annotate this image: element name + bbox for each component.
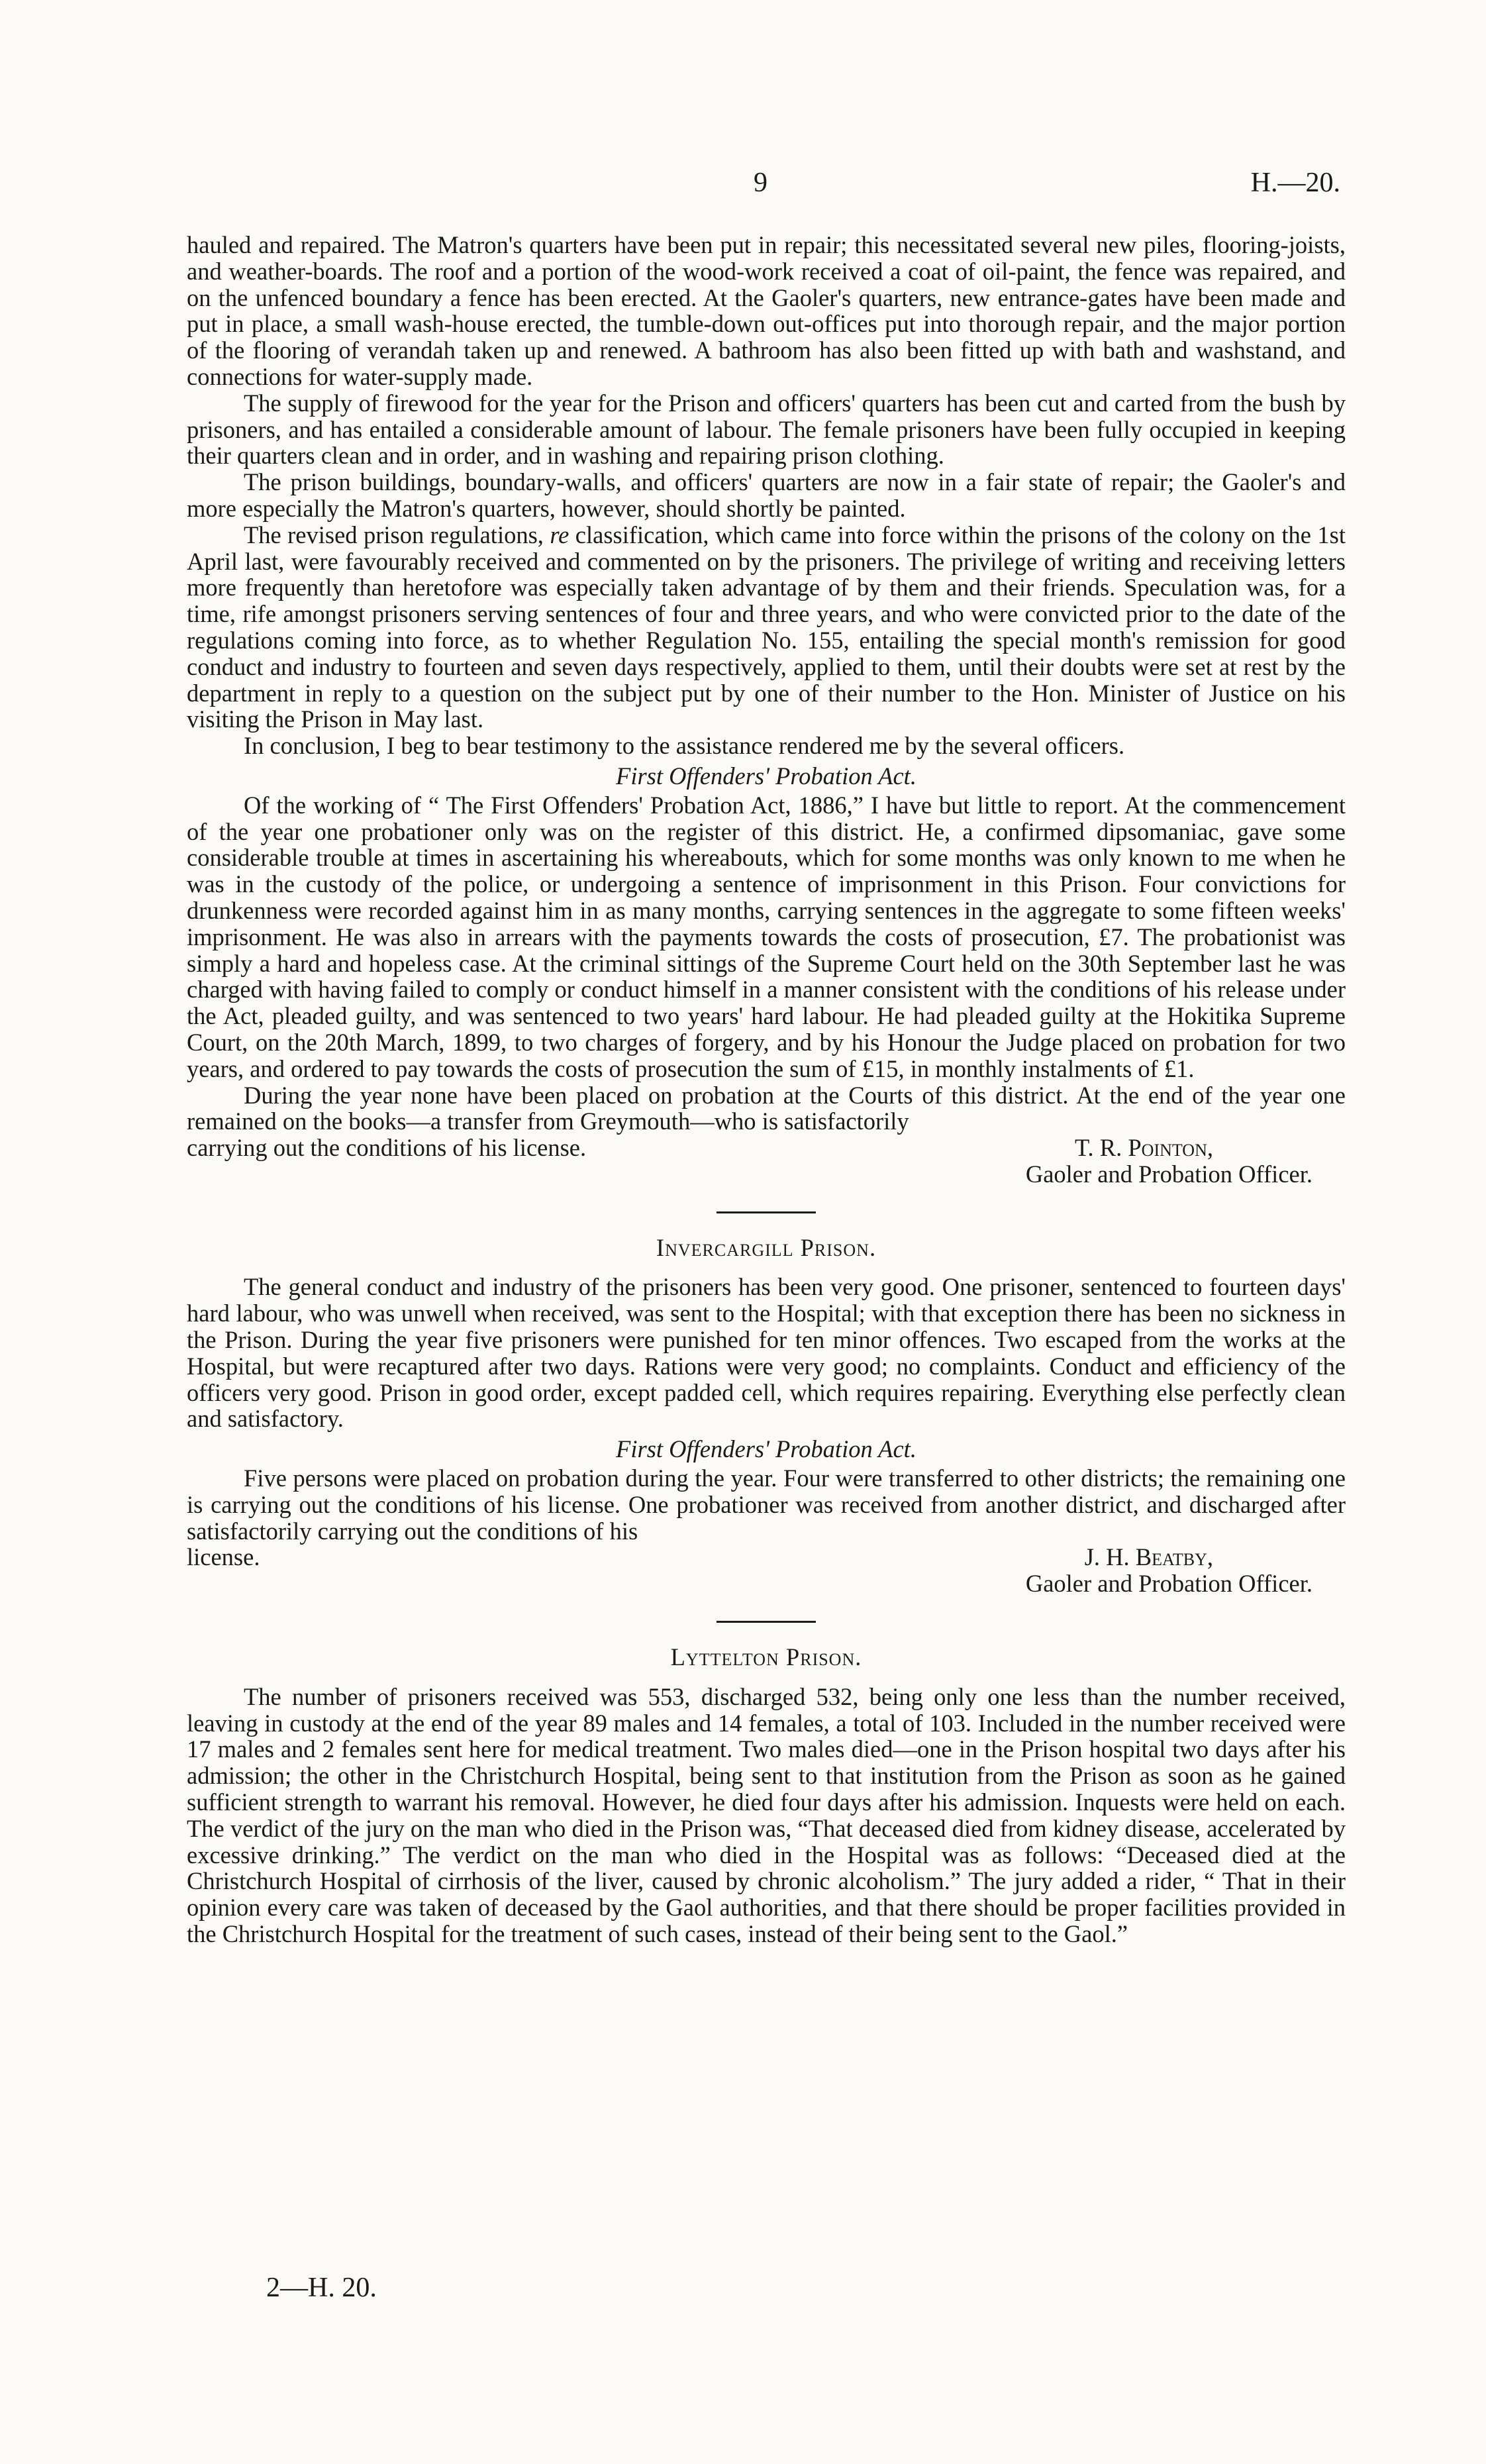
conclusion-paragraph: In conclusion, I beg to bear testimony to the assistance rendered me by the several officers. [244, 732, 1125, 760]
paragraph: Five persons were placed on probation during the year. Four were transferred to other districts; the remaining one is carrying out the conditions of his license. One probationer was received from another district, and discharged after satisfactorily carrying out the conditions of his [187, 1464, 1346, 1545]
regulations-paragraph [187, 522, 1346, 733]
section-divider [717, 1211, 816, 1213]
page-body [187, 232, 1346, 1947]
italic-re: re [550, 521, 570, 548]
paragraph: The supply of firewood for the year for the Prison and officers' quarters has been cut and carted from the bush by prisoners, and has entailed a considerable amount of labour. The female prisoners have been fully occupied in keeping their quarters clean and in order, and in washing and repairing prison clothing. [187, 389, 1346, 470]
signature-name: J. H. Beatby, [1084, 1543, 1213, 1571]
paragraph: The general conduct and industry of the prisoners has been very good. One prisoner, sentenced to fourteen days' hard labour, who was unwell when received, was sent to the Hospital; with that exception there has been no sickness in the Prison. During the year five prisoners were punished for ten minor offences. Two escaped from the works at the Hospital, but were recaptured after two days. Rations were very good; no complaints. Conduct and efficiency of the officers very good. Prison in good order, except padded cell, which requires repairing. Everything else perfectly clean and satisfactory. [187, 1273, 1346, 1433]
section-heading: Lyttelton Prison. [670, 1643, 862, 1671]
signature-title: Gaoler and Probation Officer. [1025, 1570, 1313, 1598]
subsection-heading: First Offenders' Probation Act. [616, 762, 916, 790]
page-header [0, 167, 1486, 207]
subsection-heading: First Offenders' Probation Act. [616, 1435, 916, 1463]
signature-line [187, 1544, 1346, 1570]
paragraph: hauled and repaired. The Matron's quarters have been put in repair; this necessitated several new piles, flooring-joists, and weather-boards. The roof and a portion of the wood-work received a coat of oil-paint, the fence was repaired, and on the unfenced boundary a fence has been erected. At the Gaoler's quarters, new entrance-gates have been made and put in place, a small wash-house erected, the tumble-down out-offices put into thorough repair, and the major portion of the flooring of verandah taken up and renewed. A bathroom has also been fitted up with bath and washstand, and connections for water-supply made. [187, 231, 1346, 390]
paragraph: Of the working of “ The First Offenders' Probation Act, 1886,” I have but little to report. At the commencement of the year one probationer only was on the register of this district. He, a confirmed dipsomaniac, gave some considerable trouble at times in ascertaining his whereabouts, which for some months was only known to me when he was in the custody of the police, or undergoing a sentence of imprisonment in this Prison. Four convictions for drunkenness were recorded against him in as many months, carrying sentences in the aggregate to some fifteen weeks' imprisonment. He was also in arrears with the payments towards the costs of prosecution, £7. The probationist was simply a hard and hopeless case. At the criminal sittings of the Supreme Court held on the 30th September last he was charged with having failed to comply or conduct himself in a manner consistent with the conditions of his release under the Act, pleaded guilty, and was sentenced to two years' hard labour. He had pleaded guilty at the Hokitika Supreme Court, on the 20th March, 1899, to two charges of forgery, and by his Honour the Judge placed on probation for two years, and ordered to pay towards the costs of prosecution the sum of £15, in monthly instalments of £1. [187, 791, 1346, 1082]
signature-mark: 2—H. 20. [266, 2273, 377, 2303]
last-line: license. [187, 1543, 260, 1571]
paragraph: The prison buildings, boundary-walls, and officers' quarters are now in a fair state of repair; the Gaoler's and more especially the Matron's quarters, however, should shortly be painted. [187, 468, 1346, 522]
text-run: classification, which came into force within the prisons of the colony on the 1st April last, were favourably received and commented on by the prisoners. The privilege of writing and receiving letters more frequently than heretofore was especially taken advantage of by them and their friends. Speculation was, for a time, rife amongst prisoners serving sentences of four and three years, and who were convicted prior to the date of the regulations coming into force, as to whether Regulation No. 155, entailing the special month's remission for good conduct and industry to fourteen and seven days respectively, applied to them, until their doubts were set at rest by the department in reply to a question on the subject put by one of their number to the Hon. Minister of Justice on his visiting the Prison in May last. [187, 521, 1346, 733]
signature-line [187, 1135, 1346, 1161]
paragraph: The number of prisoners received was 553, discharged 532, being only one less than the number received, leaving in custody at the end of the year 89 males and 14 females, a total of 103. Included in the number received were 17 males and 2 females sent here for medical treatment. Two males died—one in the Prison hospital two days after his admission; the other in the Christchurch Hospital, being sent to that institution from the Prison as soon as he gained sufficient strength to warrant his removal. However, he died four days after his admission. Inquests were held on each. The verdict of the jury on the man who died in the Prison was, “That deceased died from kidney disease, accelerated by excessive drinking.” The verdict on the man who died in the Hospital was as follows: “Deceased died at the Christchurch Hospital of cirrhosis of the liver, caused by chronic alcoholism.” The jury added a rider, “ That in their opinion every care was taken of deceased by the Gaol authorities, and that there should be proper facilities provided in the Christchurch Hospital for the treatment of such cases, instead of their being sent to the Gaol.” [187, 1682, 1346, 1948]
signature-title: Gaoler and Probation Officer. [1025, 1160, 1313, 1188]
document-reference: H.—20. [1250, 168, 1340, 198]
paragraph: During the year none have been placed on probation at the Courts of this district. At the end of the year one remained on the books—a transfer from Greymouth—who is satisfactorily [187, 1081, 1346, 1135]
section-heading: Invercargill Prison. [656, 1233, 877, 1261]
signature-name: T. R. Pointon, [1074, 1134, 1213, 1162]
last-line: carrying out the conditions of his license. [187, 1134, 587, 1162]
text-run: The revised prison regulations, [244, 521, 544, 548]
page-number: 9 [754, 168, 768, 198]
section-divider [717, 1621, 816, 1623]
